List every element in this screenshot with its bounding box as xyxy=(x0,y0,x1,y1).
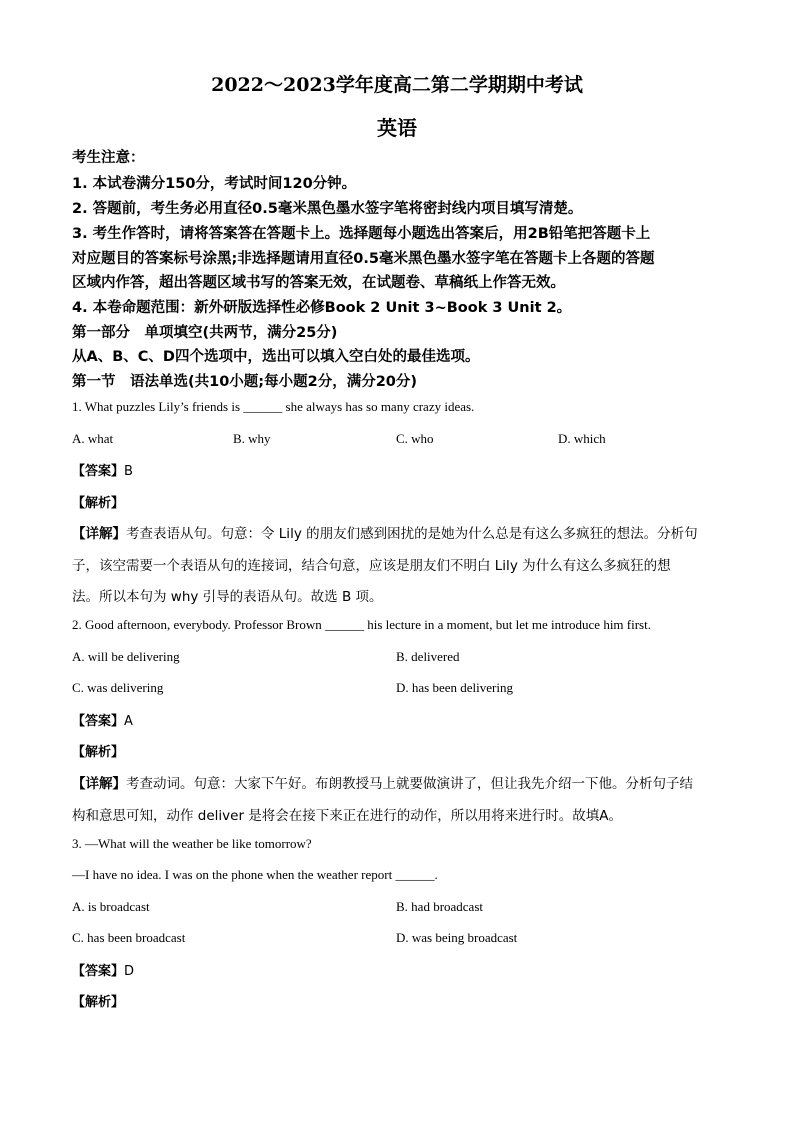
notice-item-3-line-3: 区域内作答，超出答题区域书写的答案无效，在试题卷、草稿纸上作答无效。 xyxy=(72,275,565,291)
exam-title: 2022～2023学年度高二第二学期期中考试 xyxy=(211,74,583,96)
answer-value: D xyxy=(124,964,135,979)
question-3-answer xyxy=(72,960,134,979)
question-1-answer xyxy=(72,460,133,479)
question-2-option-d: D. has been delivering xyxy=(396,680,513,695)
question-1-detail-line-2: 子，该空需要一个表语从句的连接词，结合句意，应该是朋友们不明白 Lily 为什么有这么多疯狂的想 xyxy=(72,558,671,574)
section1-heading: 第一节 语法单选(共10小题;每小题2分，满分20分) xyxy=(72,374,417,390)
question-1-analysis-label: 【解析】 xyxy=(72,496,125,511)
answer-value: A xyxy=(124,714,133,729)
question-1-detail-line-1: 【详解】考查表语从句。句意：令 Lily 的朋友们感到困扰的是她为什么总是有这么多疯狂的想法。分析句 xyxy=(72,526,698,542)
question-2-option-b: B. delivered xyxy=(396,649,460,664)
notice-heading: 考生注意： xyxy=(72,150,145,166)
question-3-option-b: B. had broadcast xyxy=(396,899,484,914)
question-1-option-a: A. what xyxy=(72,431,114,446)
detail-label: 【详解】 xyxy=(72,776,126,792)
detail-label: 【详解】 xyxy=(72,526,126,542)
question-2-option-c: C. was delivering xyxy=(72,680,164,695)
question-1-detail-line-3: 法。所以本句为 why 引导的表语从句。故选 B 项。 xyxy=(72,589,383,605)
question-2-option-a: A. will be delivering xyxy=(72,649,180,664)
question-3-analysis-label: 【解析】 xyxy=(72,995,125,1010)
question-2-analysis-label: 【解析】 xyxy=(72,745,125,760)
notice-item-1: 1. 本试卷满分150分，考试时间120分钟。 xyxy=(72,176,357,192)
question-3-stem: 3. —What will the weather be like tomorrow? xyxy=(72,836,312,851)
part1-instruction: 从A、B、C、D四个选项中，选出可以填入空白处的最佳选项。 xyxy=(72,349,480,365)
question-2-detail-line-2: 构和意思可知，动作 deliver 是将会在接下来正在进行的动作，所以用将来进行时。故填A。 xyxy=(72,808,623,824)
question-2-detail-line-1: 【详解】考查动词。句意：大家下午好。布朗教授马上就要做演讲了，但让我先介绍一下他。分析句子结 xyxy=(72,776,693,792)
question-3-option-a: A. is broadcast xyxy=(72,899,150,914)
notice-item-3-line-2: 对应题目的答案标号涂黑;非选择题请用直径0.5毫米黑色墨水签字笔在答题卡上各题的答题 xyxy=(72,251,655,267)
notice-item-4: 4. 本卷命题范围：新外研版选择性必修Book 2 Unit 3~Book 3 Unit 2。 xyxy=(72,300,572,316)
question-2-answer xyxy=(72,710,133,729)
notice-item-3-line-1: 3. 考生作答时，请将答案答在答题卡上。选择题每小题选出答案后，用2B铅笔把答题卡上 xyxy=(72,226,651,242)
exam-subject: 英语 xyxy=(377,116,417,140)
answer-label: 【答案】 xyxy=(72,714,125,729)
question-2-stem: 2. Good afternoon, everybody. Professor Brown ______ his lecture in a moment, but let me introduce him first. xyxy=(72,617,651,632)
question-1-option-d: D. which xyxy=(558,431,606,446)
question-3-stem-reply: —I have no idea. I was on the phone when the weather report ______. xyxy=(72,867,438,882)
answer-value: B xyxy=(124,464,133,479)
question-1-stem: 1. What puzzles Lily’s friends is ______ she always has so many crazy ideas. xyxy=(72,399,475,414)
question-1-option-c: C. who xyxy=(396,431,434,446)
notice-item-2: 2. 答题前，考生务必用直径0.5毫米黑色墨水签字笔将密封线内项目填写清楚。 xyxy=(72,201,583,217)
part1-heading: 第一部分 单项填空(共两节，满分25分) xyxy=(72,325,338,341)
answer-label: 【答案】 xyxy=(72,964,125,979)
answer-label: 【答案】 xyxy=(72,464,125,479)
question-3-option-d: D. was being broadcast xyxy=(396,930,518,945)
question-1-option-b: B. why xyxy=(233,431,271,446)
question-3-option-c: C. has been broadcast xyxy=(72,930,186,945)
